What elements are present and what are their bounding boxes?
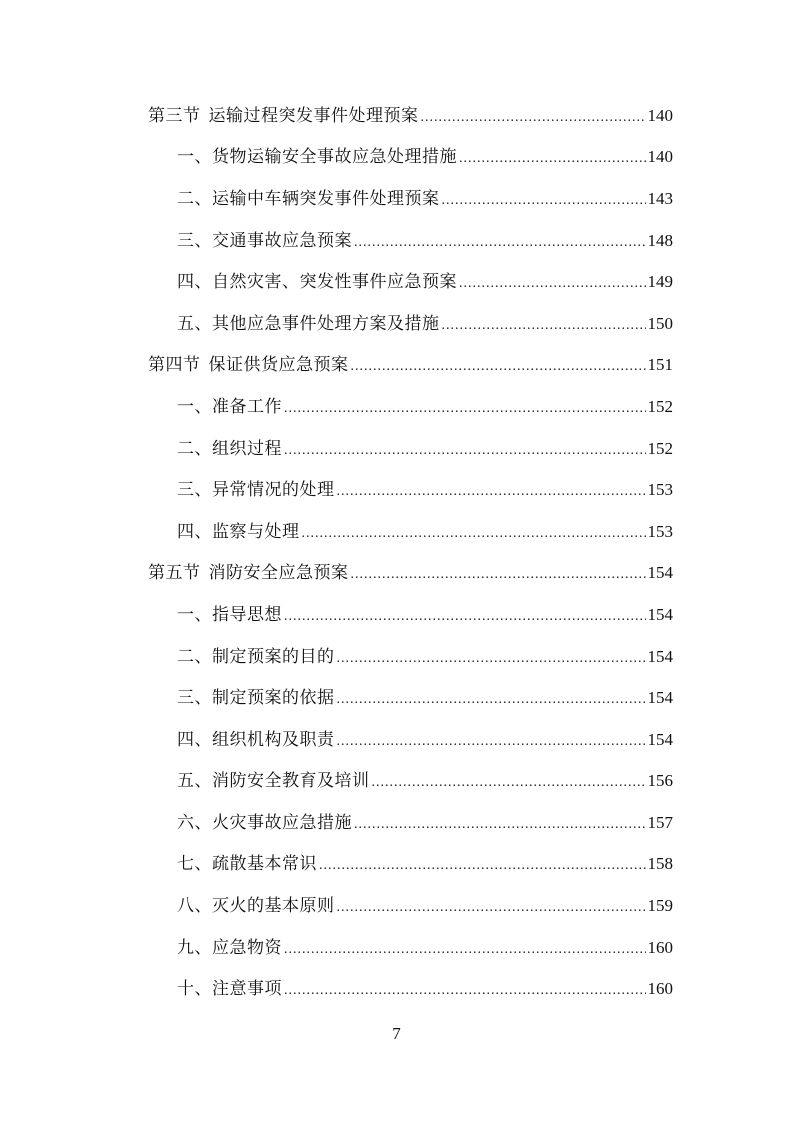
- toc-subsection-entry[interactable]: [0, 886, 793, 928]
- toc-dot-leader: [319, 856, 646, 876]
- toc-subsection-entry[interactable]: [0, 928, 793, 970]
- toc-page-number: 160: [647, 979, 673, 999]
- toc-entry-line: [177, 272, 673, 294]
- toc-entry-line: [177, 938, 673, 960]
- toc-dot-leader: [284, 607, 646, 627]
- toc-dot-leader: [354, 815, 646, 835]
- toc-title-text: 一、指导思想: [177, 604, 282, 625]
- toc-section-number: 第四节: [148, 355, 201, 376]
- toc-page-number: 150: [647, 313, 673, 333]
- toc-title-text: 消防安全应急预案: [208, 563, 349, 584]
- toc-title-text: 七、疏散基本常识: [177, 854, 317, 875]
- toc-page-number: 152: [647, 396, 673, 416]
- page-number: 7: [392, 1024, 401, 1043]
- toc-dot-leader: [351, 357, 646, 377]
- toc-title-text: 六、火灾事故应急措施: [177, 812, 352, 833]
- toc-entry-title: [177, 688, 335, 708]
- toc-dot-leader: [284, 441, 646, 461]
- toc-page-number: 154: [647, 646, 673, 666]
- toc-entry-title: [177, 771, 370, 791]
- toc-title-text: 三、异常情况的处理: [177, 480, 335, 501]
- toc-section-entry[interactable]: [0, 96, 793, 138]
- toc-subsection-entry[interactable]: [0, 179, 793, 221]
- toc-entry-title: [148, 563, 349, 583]
- toc-subsection-entry[interactable]: [0, 262, 793, 304]
- toc-entry-line: [177, 439, 673, 461]
- toc-title-text: 一、准备工作: [177, 396, 282, 417]
- toc-entry-title: [177, 896, 335, 916]
- toc-subsection-entry[interactable]: [0, 304, 793, 346]
- toc-page-number: 154: [647, 563, 673, 583]
- toc-page-number: 152: [647, 438, 673, 458]
- toc-entry-title: [177, 272, 457, 292]
- toc-title-text: 保证供货应急预案: [208, 355, 349, 376]
- toc-title-text: 运输过程突发事件处理预案: [208, 105, 419, 126]
- toc-subsection-entry[interactable]: [0, 762, 793, 804]
- toc-entry-title: [177, 397, 282, 417]
- toc-entry-title: [148, 106, 419, 126]
- toc-dot-leader: [442, 191, 646, 211]
- toc-page-number: 154: [647, 688, 673, 708]
- toc-subsection-entry[interactable]: [0, 221, 793, 263]
- toc-dot-leader: [372, 773, 646, 793]
- toc-subsection-entry[interactable]: [0, 637, 793, 679]
- toc-entry-line: [148, 106, 673, 128]
- toc-dot-leader: [284, 981, 646, 1001]
- toc-entry-line: [177, 854, 673, 876]
- toc-section-entry[interactable]: [0, 346, 793, 388]
- toc-subsection-entry[interactable]: [0, 678, 793, 720]
- toc-entry-title: [177, 231, 352, 251]
- toc-entry-line: [177, 813, 673, 835]
- toc-dot-leader: [284, 940, 646, 960]
- toc-title-text: 十、注意事项: [177, 979, 282, 1000]
- toc-page-number: 148: [647, 230, 673, 250]
- toc-subsection-entry[interactable]: [0, 969, 793, 1011]
- toc-page-number: 140: [647, 147, 673, 167]
- toc-entry-line: [177, 314, 673, 336]
- toc-entry-line: [148, 355, 673, 377]
- toc-entry-line: [177, 688, 673, 710]
- toc-title-text: 二、组织过程: [177, 438, 282, 459]
- toc-section-number: 第三节: [148, 105, 201, 126]
- toc-subsection-entry[interactable]: [0, 595, 793, 637]
- toc-page-number: 151: [647, 355, 673, 375]
- toc-entry-line: [177, 189, 673, 211]
- toc-subsection-entry[interactable]: [0, 720, 793, 762]
- toc-entry-title: [177, 979, 282, 999]
- toc-section-entry[interactable]: [0, 554, 793, 596]
- toc-subsection-entry[interactable]: [0, 138, 793, 180]
- toc-dot-leader: [337, 649, 646, 669]
- toc-title-text: 二、运输中车辆突发事件处理预案: [177, 188, 440, 209]
- toc-dot-leader: [337, 732, 646, 752]
- toc-entry-line: [177, 979, 673, 1001]
- toc-subsection-entry[interactable]: [0, 387, 793, 429]
- toc-entry-title: [177, 854, 317, 874]
- toc-subsection-entry[interactable]: [0, 470, 793, 512]
- toc-dot-leader: [351, 565, 646, 585]
- table-of-contents: [0, 96, 793, 1011]
- toc-dot-leader: [421, 108, 646, 128]
- toc-subsection-entry[interactable]: [0, 429, 793, 471]
- toc-page-number: 140: [647, 105, 673, 125]
- toc-entry-title: [177, 605, 282, 625]
- toc-page-number: 149: [647, 272, 673, 292]
- toc-title-text: 三、交通事故应急预案: [177, 230, 352, 251]
- toc-page-number: 143: [647, 188, 673, 208]
- toc-dot-leader: [337, 690, 646, 710]
- toc-page-number: 157: [647, 812, 673, 832]
- toc-subsection-entry[interactable]: [0, 803, 793, 845]
- toc-title-text: 八、灭火的基本原则: [177, 896, 335, 917]
- toc-entry-line: [177, 647, 673, 669]
- toc-dot-leader: [302, 524, 646, 544]
- toc-entry-line: [148, 563, 673, 585]
- toc-entry-line: [177, 397, 673, 419]
- toc-subsection-entry[interactable]: [0, 512, 793, 554]
- toc-page-number: 158: [647, 854, 673, 874]
- toc-entry-line: [177, 896, 673, 918]
- toc-entry-title: [177, 938, 282, 958]
- toc-dot-leader: [284, 399, 646, 419]
- toc-page-number: 159: [647, 896, 673, 916]
- toc-title-text: 四、监察与处理: [177, 521, 300, 542]
- toc-page-number: 153: [647, 521, 673, 541]
- toc-entry-title: [177, 189, 440, 209]
- toc-dot-leader: [337, 898, 646, 918]
- toc-dot-leader: [459, 149, 646, 169]
- toc-entry-title: [177, 813, 352, 833]
- toc-page-number: 153: [647, 480, 673, 500]
- toc-title-text: 四、自然灾害、突发性事件应急预案: [177, 272, 457, 293]
- toc-entry-title: [177, 647, 335, 667]
- toc-page-number: 156: [647, 771, 673, 791]
- toc-page-number: 154: [647, 729, 673, 749]
- toc-dot-leader: [337, 482, 646, 502]
- toc-entry-title: [177, 147, 457, 167]
- toc-entry-title: [177, 439, 282, 459]
- toc-title-text: 二、制定预案的目的: [177, 646, 335, 667]
- toc-title-text: 四、组织机构及职责: [177, 729, 335, 750]
- toc-dot-leader: [442, 316, 646, 336]
- toc-section-number: 第五节: [148, 563, 201, 584]
- toc-entry-title: [177, 480, 335, 500]
- toc-entry-title: [177, 522, 300, 542]
- toc-page-number: 160: [647, 937, 673, 957]
- toc-title-text: 三、制定预案的依据: [177, 688, 335, 709]
- toc-title-text: 一、货物运输安全事故应急处理措施: [177, 147, 457, 168]
- toc-subsection-entry[interactable]: [0, 845, 793, 887]
- toc-entry-line: [177, 522, 673, 544]
- toc-entry-title: [177, 314, 440, 334]
- toc-title-text: 九、应急物资: [177, 937, 282, 958]
- toc-dot-leader: [459, 274, 646, 294]
- toc-entry-title: [148, 355, 349, 375]
- toc-entry-line: [177, 480, 673, 502]
- toc-entry-line: [177, 771, 673, 793]
- toc-title-text: 五、消防安全教育及培训: [177, 771, 370, 792]
- toc-entry-title: [177, 730, 335, 750]
- toc-entry-line: [177, 231, 673, 253]
- toc-page-number: 154: [647, 604, 673, 624]
- toc-entry-line: [177, 147, 673, 169]
- toc-entry-line: [177, 605, 673, 627]
- toc-entry-line: [177, 730, 673, 752]
- toc-title-text: 五、其他应急事件处理方案及措施: [177, 313, 440, 334]
- toc-dot-leader: [354, 233, 646, 253]
